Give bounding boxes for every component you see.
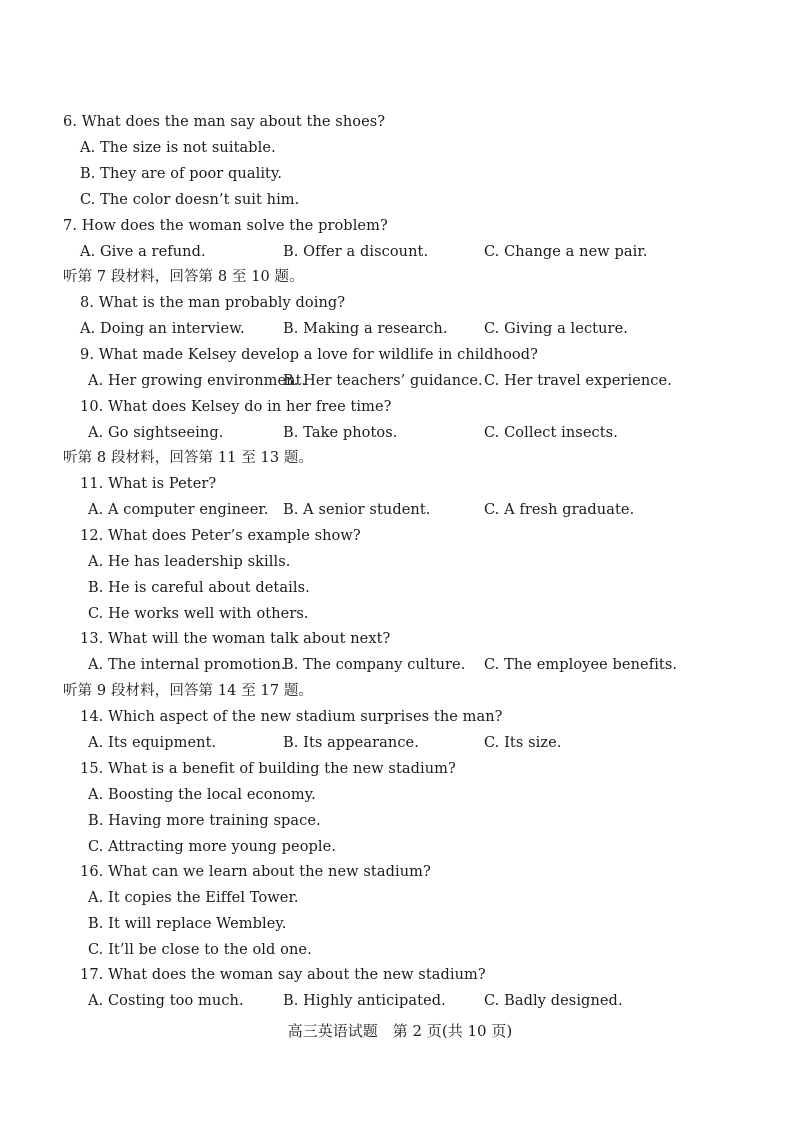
question-7-stem: 7. How does the woman solve the problem? <box>63 218 388 234</box>
question-10-option-a: A. Go sightseeing. <box>88 425 224 441</box>
question-12-stem: 12. What does Peter’s example show? <box>80 528 361 544</box>
question-11-stem: 11. What is Peter? <box>80 476 217 492</box>
question-6-option-a: A. The size is not suitable. <box>80 140 276 156</box>
question-8-option-b: B. Making a research. <box>283 321 448 337</box>
question-17-option-c: C. Badly designed. <box>484 993 623 1009</box>
question-12-option-a: A. He has leadership skills. <box>88 554 291 570</box>
question-6-option-c: C. The color doesn’t suit him. <box>80 192 300 208</box>
question-8-option-c: C. Giving a lecture. <box>484 321 628 337</box>
question-10-option-b: B. Take photos. <box>283 425 398 441</box>
question-8-option-a: A. Doing an interview. <box>80 321 245 337</box>
question-16-option-c: C. It’ll be close to the old one. <box>88 942 312 958</box>
question-11-option-a: A. A computer engineer. <box>88 502 269 518</box>
question-6-stem: 6. What does the man say about the shoes? <box>63 114 386 130</box>
question-11-option-c: C. A fresh graduate. <box>484 502 635 518</box>
question-10-option-c: C. Collect insects. <box>484 425 618 441</box>
page-footer: 高三英语试题 第 2 页(共 10 页) <box>287 1022 513 1040</box>
question-16-stem: 16. What can we learn about the new stadium? <box>80 864 431 880</box>
question-9-option-b: B. Her teachers’ guidance. <box>283 373 483 389</box>
section-9-instruction: 听第 9 段材料，回答第 14 至 17 题。 <box>63 683 314 699</box>
question-12-option-b: B. He is careful about details. <box>88 580 310 596</box>
question-15-option-b: B. Having more training space. <box>88 813 321 829</box>
question-7-option-b: B. Offer a discount. <box>283 244 429 260</box>
question-16-option-a: A. It copies the Eiffel Tower. <box>88 890 299 906</box>
question-7-option-a: A. Give a refund. <box>80 244 206 260</box>
question-16-option-b: B. It will replace Wembley. <box>88 916 287 932</box>
question-17-option-a: A. Costing too much. <box>88 993 244 1009</box>
question-17-stem: 17. What does the woman say about the new stadium? <box>80 967 486 983</box>
question-9-option-a: A. Her growing environment. <box>88 373 307 389</box>
section-7-instruction: 听第 7 段材料，回答第 8 至 10 题。 <box>63 269 304 285</box>
question-15-option-c: C. Attracting more young people. <box>88 839 337 855</box>
question-14-stem: 14. Which aspect of the new stadium surprises the man? <box>80 709 503 725</box>
question-17-option-b: B. Highly anticipated. <box>283 993 446 1009</box>
question-11-option-b: B. A senior student. <box>283 502 431 518</box>
question-9-stem: 9. What made Kelsey develop a love for wildlife in childhood? <box>80 347 539 363</box>
question-14-option-b: B. Its appearance. <box>283 735 419 751</box>
question-13-option-c: C. The employee benefits. <box>484 657 678 673</box>
question-8-stem: 8. What is the man probably doing? <box>80 295 346 311</box>
question-14-option-c: C. Its size. <box>484 735 562 751</box>
section-8-instruction: 听第 8 段材料，回答第 11 至 13 题。 <box>63 450 314 466</box>
question-13-option-b: B. The company culture. <box>283 657 466 673</box>
question-12-option-c: C. He works well with others. <box>88 606 309 622</box>
question-14-option-a: A. Its equipment. <box>88 735 217 751</box>
question-13-stem: 13. What will the woman talk about next? <box>80 631 391 647</box>
question-15-option-a: A. Boosting the local economy. <box>88 787 316 803</box>
question-10-stem: 10. What does Kelsey do in her free time? <box>80 399 392 415</box>
question-9-option-c: C. Her travel experience. <box>484 373 672 389</box>
question-13-option-a: A. The internal promotion. <box>88 657 286 673</box>
question-15-stem: 15. What is a benefit of building the new stadium? <box>80 761 456 777</box>
question-7-option-c: C. Change a new pair. <box>484 244 648 260</box>
question-6-option-b: B. They are of poor quality. <box>80 166 283 182</box>
